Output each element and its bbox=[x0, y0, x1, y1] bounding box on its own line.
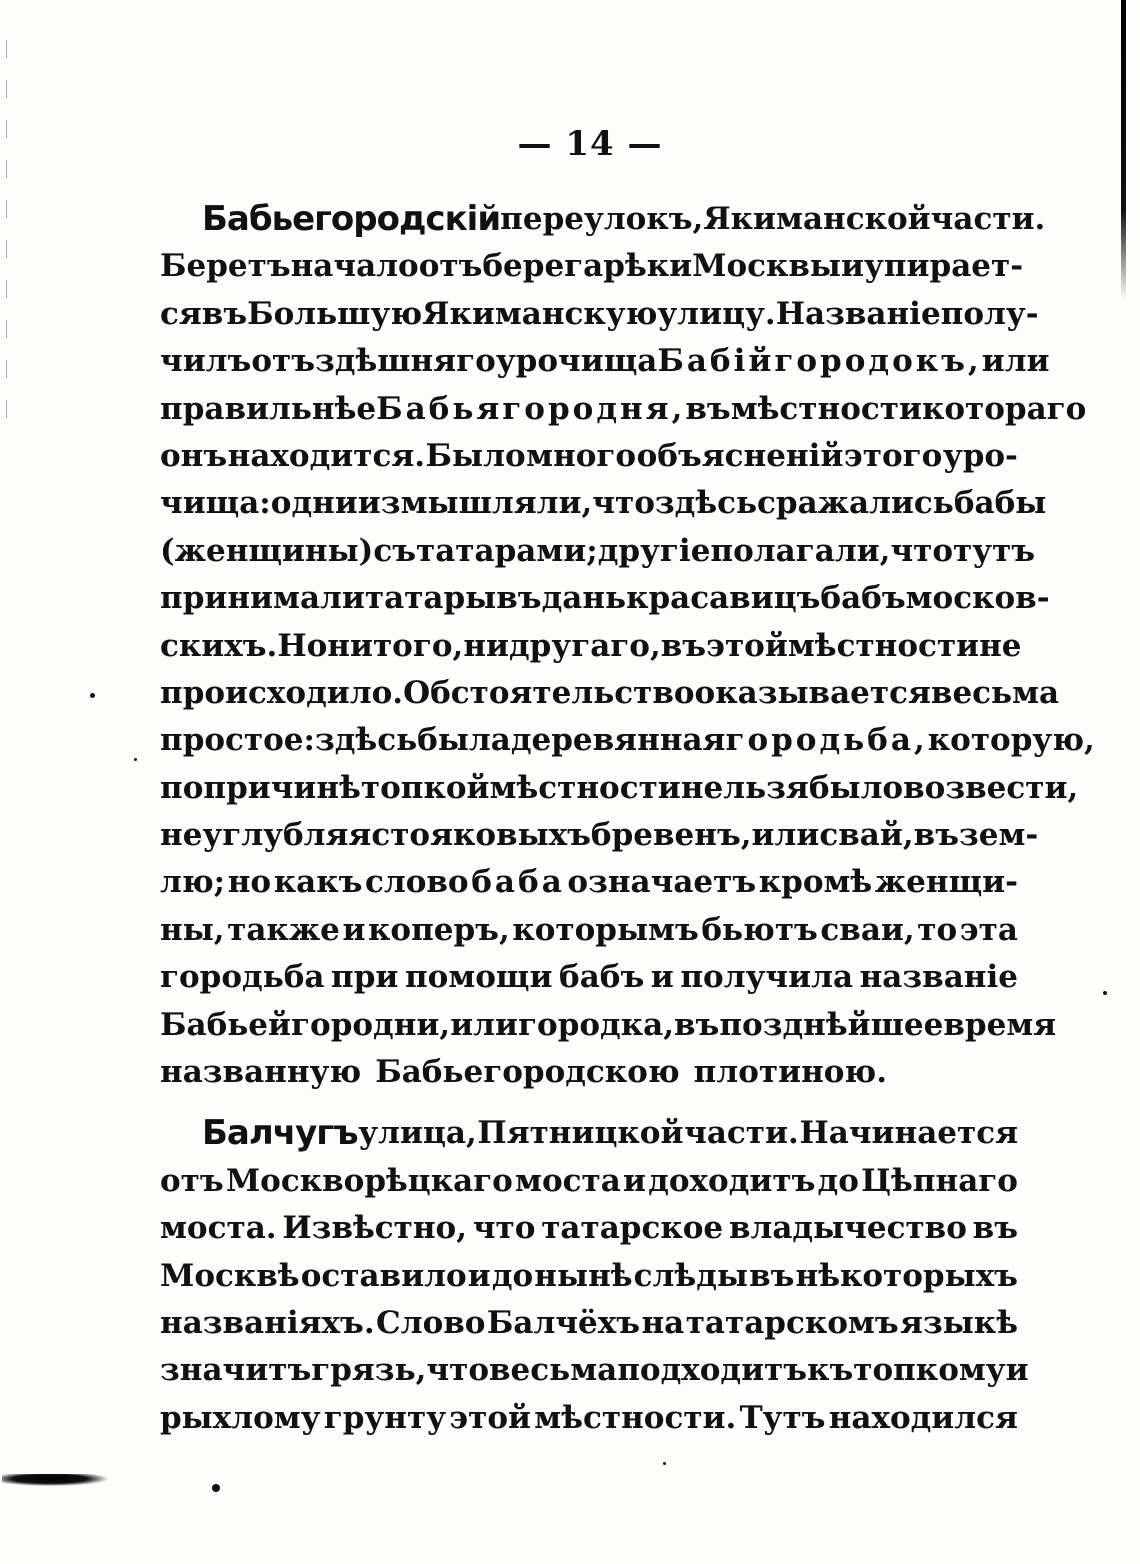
word: названіе bbox=[859, 959, 1018, 996]
word: языкѣ bbox=[900, 1304, 1018, 1341]
word: Начинается bbox=[799, 1115, 1018, 1152]
word: зем- bbox=[959, 817, 1039, 854]
word: было bbox=[808, 769, 904, 806]
word: стояковыхъ bbox=[371, 817, 591, 854]
word: Названіе bbox=[775, 295, 941, 332]
word: грязь, bbox=[311, 1352, 427, 1389]
word: къ bbox=[807, 1352, 854, 1389]
paragraph-gap bbox=[160, 1096, 1018, 1110]
word: городьба, bbox=[725, 722, 928, 759]
word: свай, bbox=[819, 817, 914, 854]
word: много bbox=[526, 437, 637, 474]
word: или bbox=[751, 817, 820, 854]
word: отъ bbox=[160, 1162, 224, 1199]
word: доходитъ bbox=[648, 1162, 816, 1199]
word: на bbox=[641, 1304, 685, 1341]
word: въ bbox=[749, 1257, 795, 1294]
text-line bbox=[160, 907, 1018, 954]
word: Но bbox=[277, 627, 328, 664]
word: и bbox=[342, 911, 366, 948]
word: берега bbox=[482, 248, 604, 285]
text-line bbox=[160, 338, 1050, 385]
word: причинѣ bbox=[203, 769, 361, 806]
text-line bbox=[160, 859, 1018, 906]
word: татары bbox=[364, 580, 497, 617]
word: рыхлому bbox=[160, 1399, 321, 1436]
word: ся bbox=[160, 295, 202, 332]
word: въ bbox=[660, 627, 707, 664]
word: бабъ bbox=[820, 580, 906, 617]
text-line bbox=[160, 1395, 1018, 1442]
word: (женщины) bbox=[160, 532, 374, 569]
word: чилъ bbox=[160, 343, 252, 380]
word: части. bbox=[930, 201, 1046, 237]
word: отъ bbox=[418, 248, 483, 285]
text-line bbox=[160, 433, 1018, 480]
word: улицу. bbox=[657, 295, 776, 332]
entry-term: Бабьегородскій bbox=[202, 199, 501, 239]
word: улица, bbox=[358, 1115, 477, 1152]
word: измышляли, bbox=[357, 485, 593, 522]
word: котораго bbox=[921, 390, 1087, 427]
text-line bbox=[160, 480, 1047, 527]
word: отъ bbox=[251, 343, 315, 380]
word: другіе bbox=[597, 532, 711, 569]
word: бьютъ bbox=[701, 911, 818, 948]
word: части. bbox=[684, 1115, 799, 1152]
scan-speck bbox=[134, 758, 137, 761]
word: позднѣйшее bbox=[719, 1006, 944, 1043]
word: эта bbox=[959, 911, 1018, 948]
word: плотиною. bbox=[693, 1054, 888, 1091]
word: происходило. bbox=[160, 674, 404, 711]
word: Бабій bbox=[657, 343, 775, 380]
word: полагали, bbox=[710, 532, 891, 569]
word: топкой bbox=[360, 769, 490, 806]
word: названіяхъ. bbox=[160, 1304, 375, 1341]
word: женщи- bbox=[874, 864, 1018, 901]
word: и bbox=[841, 248, 864, 285]
word: здѣсь bbox=[654, 485, 758, 522]
text-line bbox=[160, 291, 1039, 338]
word: здѣшняго bbox=[315, 343, 496, 380]
word: этой bbox=[449, 1399, 532, 1436]
word: владычество bbox=[728, 1210, 967, 1247]
word: Балчёхъ bbox=[486, 1304, 641, 1341]
text-line bbox=[160, 812, 1039, 859]
word: городокъ, bbox=[774, 343, 982, 380]
word: грунту bbox=[323, 1399, 447, 1436]
word: ни bbox=[327, 627, 373, 664]
word: баба bbox=[471, 864, 565, 901]
word: того, bbox=[372, 627, 464, 664]
text-line bbox=[160, 765, 1079, 812]
word: мѣстности. bbox=[534, 1399, 737, 1436]
body-text bbox=[160, 196, 1095, 1442]
word: бабъ bbox=[559, 959, 645, 996]
text-line bbox=[160, 1347, 1029, 1394]
word: татарское bbox=[541, 1210, 724, 1247]
word: Цѣпнаго bbox=[861, 1162, 1018, 1199]
word: ни bbox=[463, 627, 510, 664]
word: Москвѣ bbox=[160, 1257, 300, 1294]
word: не bbox=[160, 817, 203, 854]
word: простое: bbox=[160, 722, 315, 759]
word: бревенъ, bbox=[590, 817, 752, 854]
text-line bbox=[160, 243, 1024, 290]
entry-balchug bbox=[160, 1110, 1029, 1442]
word: значитъ bbox=[160, 1352, 312, 1389]
word: получила bbox=[680, 959, 854, 996]
word: мѣстности bbox=[730, 390, 922, 427]
word: красавицъ bbox=[626, 580, 821, 617]
word: этой bbox=[706, 627, 788, 664]
word: также bbox=[227, 911, 340, 948]
word: одни bbox=[270, 485, 358, 522]
word: Слово bbox=[376, 1304, 486, 1341]
word: или bbox=[981, 343, 1050, 380]
word: городка, bbox=[518, 1006, 674, 1043]
word: рѣки bbox=[603, 248, 693, 285]
word: углубляя bbox=[202, 817, 372, 854]
word: въ bbox=[913, 817, 959, 854]
scan-speck bbox=[90, 693, 95, 698]
word: находится. bbox=[227, 437, 426, 474]
word: объясненій bbox=[636, 437, 844, 474]
word: здѣсь bbox=[314, 722, 418, 759]
word: въ bbox=[674, 1006, 720, 1043]
text-line bbox=[160, 670, 1060, 717]
word: весьма bbox=[930, 674, 1060, 711]
word: нельзя bbox=[680, 769, 809, 806]
scan-speck bbox=[1103, 991, 1107, 995]
word: урочища bbox=[495, 343, 658, 380]
word: оставило bbox=[300, 1257, 467, 1294]
text-line bbox=[160, 528, 1036, 575]
word: моста bbox=[515, 1162, 621, 1199]
scan-speck bbox=[212, 1484, 220, 1492]
word: какъ bbox=[273, 864, 363, 901]
word: что bbox=[472, 1210, 536, 1247]
word: находился bbox=[828, 1399, 1018, 1436]
word: городни, bbox=[291, 1006, 451, 1043]
page-number: — 14 — bbox=[517, 124, 663, 164]
word: Москвы bbox=[692, 248, 841, 285]
ink-smudge bbox=[2, 1474, 108, 1486]
text-line bbox=[160, 386, 1087, 433]
word: мѣстности bbox=[787, 627, 980, 664]
word: чища: bbox=[160, 485, 271, 522]
word: слѣды bbox=[633, 1257, 748, 1294]
word: въ bbox=[496, 580, 542, 617]
word: сражались bbox=[757, 485, 954, 522]
word: татарами; bbox=[416, 532, 598, 569]
text-line bbox=[160, 1300, 1018, 1347]
word: бабы bbox=[953, 485, 1047, 522]
word: и bbox=[467, 1257, 491, 1294]
word: Пятницкой bbox=[477, 1115, 684, 1152]
word: что bbox=[426, 1352, 490, 1389]
word: городня, bbox=[502, 390, 686, 427]
word: нѣкоторыхъ bbox=[795, 1257, 1018, 1294]
word: слово bbox=[364, 864, 469, 901]
word: городьба bbox=[160, 959, 325, 996]
word: другаго, bbox=[509, 627, 661, 664]
word: уро- bbox=[942, 437, 1018, 474]
scan-artifact-left bbox=[6, 40, 7, 420]
word: Обстоятельство bbox=[403, 674, 695, 711]
word: подходитъ bbox=[617, 1352, 808, 1389]
word: переулокъ, bbox=[500, 201, 704, 237]
text-line bbox=[160, 196, 1046, 243]
word: Бабья bbox=[376, 390, 503, 427]
word: не bbox=[979, 627, 1022, 664]
word: Беретъ bbox=[160, 248, 291, 285]
word: возвести, bbox=[903, 769, 1079, 806]
word: тутъ bbox=[953, 532, 1036, 569]
word: москов- bbox=[905, 580, 1050, 617]
word: что bbox=[890, 532, 954, 569]
word: кромѣ bbox=[758, 864, 873, 901]
text-line bbox=[160, 717, 1095, 764]
word: топкому bbox=[853, 1352, 1006, 1389]
word: Большую bbox=[247, 295, 423, 332]
word: начало bbox=[290, 248, 419, 285]
text-line bbox=[160, 1205, 1018, 1252]
text-line bbox=[160, 1002, 1057, 1049]
word: которымъ bbox=[512, 911, 699, 948]
word: и bbox=[650, 959, 674, 996]
word: что bbox=[592, 485, 655, 522]
word: принимали bbox=[160, 580, 365, 617]
word: сваи, bbox=[820, 911, 915, 948]
word: оказывается bbox=[694, 674, 931, 711]
word: весьма bbox=[489, 1352, 618, 1389]
entry-term: Балчугъ bbox=[202, 1113, 358, 1154]
text-line bbox=[160, 623, 1022, 670]
word: до bbox=[491, 1257, 534, 1294]
word: Москворѣцкаго bbox=[225, 1162, 513, 1199]
word: татарскомъ bbox=[685, 1304, 899, 1341]
word: Было bbox=[425, 437, 526, 474]
word: скихъ. bbox=[160, 627, 278, 664]
word: по bbox=[160, 769, 204, 806]
scan-speck bbox=[663, 1462, 666, 1465]
entry-babegorodsky bbox=[160, 196, 1095, 1096]
word: въ bbox=[201, 295, 248, 332]
text-line bbox=[160, 954, 1018, 1001]
word: Бабьей bbox=[160, 1006, 292, 1043]
word: деревянная bbox=[510, 722, 726, 759]
word: дань bbox=[541, 580, 627, 617]
word: Бабьегородскою bbox=[375, 1054, 680, 1091]
word: полу- bbox=[940, 295, 1039, 332]
word: до bbox=[817, 1162, 859, 1199]
text-line bbox=[160, 1110, 1018, 1157]
word: и bbox=[623, 1162, 647, 1199]
word: лю; bbox=[160, 864, 226, 901]
word: съ bbox=[373, 532, 417, 569]
text-line bbox=[160, 1158, 1018, 1205]
word: и bbox=[1005, 1352, 1029, 1389]
word: то bbox=[917, 911, 958, 948]
word: или bbox=[450, 1006, 519, 1043]
text-line bbox=[160, 575, 1050, 622]
word: помощи bbox=[404, 959, 553, 996]
word: мѣстности bbox=[489, 769, 681, 806]
word: упирает- bbox=[864, 248, 1024, 285]
word: но bbox=[227, 864, 272, 901]
word: Якиманскую bbox=[422, 295, 658, 332]
word: которую, bbox=[927, 722, 1095, 759]
word: была bbox=[417, 722, 511, 759]
word: названную bbox=[160, 1054, 362, 1091]
word: коперъ, bbox=[368, 911, 510, 948]
word: при bbox=[331, 959, 399, 996]
word: нынѣ bbox=[534, 1257, 633, 1294]
text-line bbox=[160, 1049, 1018, 1096]
word: онъ bbox=[160, 437, 228, 474]
word: время bbox=[943, 1006, 1057, 1043]
word: означаетъ bbox=[567, 864, 757, 901]
word: этого bbox=[843, 437, 943, 474]
text-line bbox=[160, 1253, 1018, 1300]
word: Извѣстно, bbox=[282, 1210, 468, 1247]
word: ны, bbox=[160, 911, 225, 948]
word: моста. bbox=[160, 1210, 277, 1247]
word: Тутъ bbox=[739, 1399, 826, 1436]
word: въ bbox=[685, 390, 731, 427]
word: въ bbox=[972, 1210, 1018, 1247]
word: Якиманской bbox=[703, 201, 931, 237]
word: правильнѣе bbox=[160, 390, 377, 427]
